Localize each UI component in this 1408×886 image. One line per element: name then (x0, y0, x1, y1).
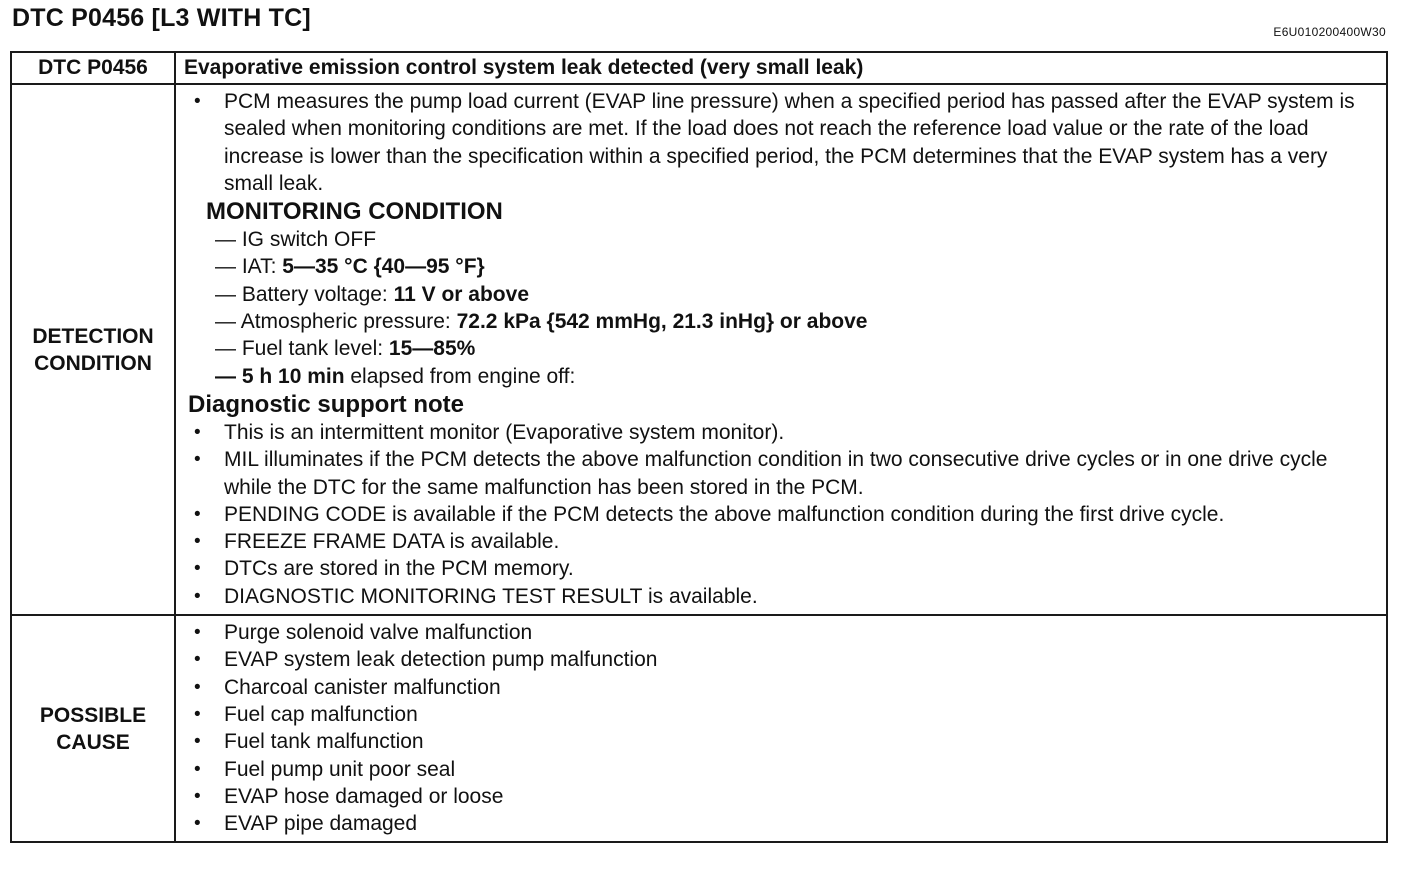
bullet-icon: • (194, 758, 201, 780)
condition-prefix: Fuel tank level: (241, 337, 389, 361)
bullet-icon: • (194, 703, 201, 725)
list-item (188, 583, 1376, 610)
bullet-icon: • (194, 785, 201, 807)
cause-text: EVAP system leak detection pump malfunction (224, 648, 658, 672)
note-text: MIL illuminates if the PCM detects the above malfunction condition in two consecutive drive cycles or in one drive cycle while the DTC for the same malfunction has been stored in the PCM. (224, 448, 1328, 499)
condition-prefix: IAT: (241, 255, 283, 279)
cause-text: Purge solenoid valve malfunction (224, 621, 533, 645)
list-item (188, 674, 1376, 701)
detection-condition-body (175, 84, 1387, 615)
diagnostic-support-heading: Diagnostic support note (188, 390, 464, 418)
list-item (215, 363, 1376, 390)
note-text: This is an intermittent monitor (Evaporative system monitor). (224, 420, 785, 444)
condition-value: 5 h 10 min (241, 364, 345, 388)
list-item (188, 555, 1376, 582)
list-item (188, 619, 1376, 646)
label-line: DETECTION (32, 324, 154, 348)
detection-intro-list (188, 88, 1376, 197)
condition-prefix: Battery voltage: (241, 282, 394, 306)
condition-value: 11 V or above (393, 282, 529, 306)
list-item (215, 281, 1376, 308)
bullet-icon: • (194, 622, 201, 644)
detection-intro-text: PCM measures the pump load current (EVAP line pressure) when a specified period has passed after the EVAP system is sealed when monitoring conditions are met. If the load does not reach the reference load value or the rate of the load increase is lower than the specification within a specified period, the PCM determines that the EVAP system has a very small leak. (224, 90, 1355, 195)
bullet-icon: • (194, 585, 201, 607)
list-item (215, 253, 1376, 280)
bullet-icon: • (194, 421, 201, 443)
note-text: DIAGNOSTIC MONITORING TEST RESULT is available. (224, 584, 758, 608)
possible-cause-list (188, 619, 1376, 837)
condition-prefix: Atmospheric pressure: (240, 310, 457, 334)
detection-condition-label (11, 84, 175, 615)
monitoring-condition-list (188, 226, 1376, 390)
monitoring-condition-heading: MONITORING CONDITION (206, 198, 503, 226)
dash-icon: — (215, 310, 236, 334)
list-item (215, 335, 1376, 362)
bullet-icon: • (194, 449, 201, 471)
cause-text: Charcoal canister malfunction (224, 675, 501, 699)
condition-prefix: IG switch OFF (241, 228, 377, 252)
label-line: CAUSE (56, 730, 130, 754)
list-item (188, 446, 1376, 501)
dash-icon: — (215, 337, 236, 361)
cause-text: Fuel tank malfunction (224, 730, 424, 754)
list-item (188, 88, 1376, 197)
list-item (215, 226, 1376, 253)
note-text: DTCs are stored in the PCM memory. (224, 557, 574, 581)
possible-cause-body (175, 615, 1387, 842)
note-text: PENDING CODE is available if the PCM detects the above malfunction condition during the first drive cycle. (224, 502, 1225, 526)
possible-cause-label (11, 615, 175, 842)
dtc-table (10, 51, 1388, 843)
note-text: FREEZE FRAME DATA is available. (224, 530, 560, 554)
condition-suffix: elapsed from engine off: (344, 364, 576, 388)
dtc-description-cell: Evaporative emission control system leak detected (very small leak) (175, 52, 1387, 84)
diagnostic-support-list (188, 419, 1376, 610)
dash-icon: — (215, 364, 236, 388)
page-title: DTC P0456 [L3 WITH TC] (12, 4, 311, 32)
list-item (188, 528, 1376, 555)
dtc-code-cell: DTC P0456 (11, 52, 175, 84)
detection-condition-row (11, 84, 1387, 615)
cause-text: EVAP pipe damaged (224, 812, 418, 836)
list-item (188, 701, 1376, 728)
bullet-icon: • (194, 813, 201, 835)
condition-value: 15—85% (388, 337, 476, 361)
cause-text: Fuel cap malfunction (224, 702, 418, 726)
list-item (215, 308, 1376, 335)
list-item (188, 756, 1376, 783)
list-item (188, 419, 1376, 446)
document-code: E6U010200400W30 (1273, 25, 1386, 39)
bullet-icon: • (194, 676, 201, 698)
dash-icon: — (215, 282, 236, 306)
list-item (188, 810, 1376, 837)
condition-value: 72.2 kPa {542 mmHg, 21.3 inHg} or above (456, 310, 868, 334)
table-header-row (11, 52, 1387, 84)
condition-value: 5—35 °C {40—95 °F} (282, 255, 485, 279)
cause-text: Fuel pump unit poor seal (224, 757, 456, 781)
dash-icon: — (215, 255, 236, 279)
list-item (188, 646, 1376, 673)
cause-text: EVAP hose damaged or loose (224, 784, 504, 808)
bullet-icon: • (194, 531, 201, 553)
dash-icon: — (215, 228, 236, 252)
list-item (188, 728, 1376, 755)
bullet-icon: • (194, 91, 201, 112)
bullet-icon: • (194, 503, 201, 525)
label-line: POSSIBLE (39, 703, 147, 727)
possible-cause-row (11, 615, 1387, 842)
list-item (188, 501, 1376, 528)
bullet-icon: • (194, 649, 201, 671)
bullet-icon: • (194, 558, 201, 580)
bullet-icon: • (194, 731, 201, 753)
label-line: CONDITION (34, 351, 152, 375)
list-item (188, 783, 1376, 810)
